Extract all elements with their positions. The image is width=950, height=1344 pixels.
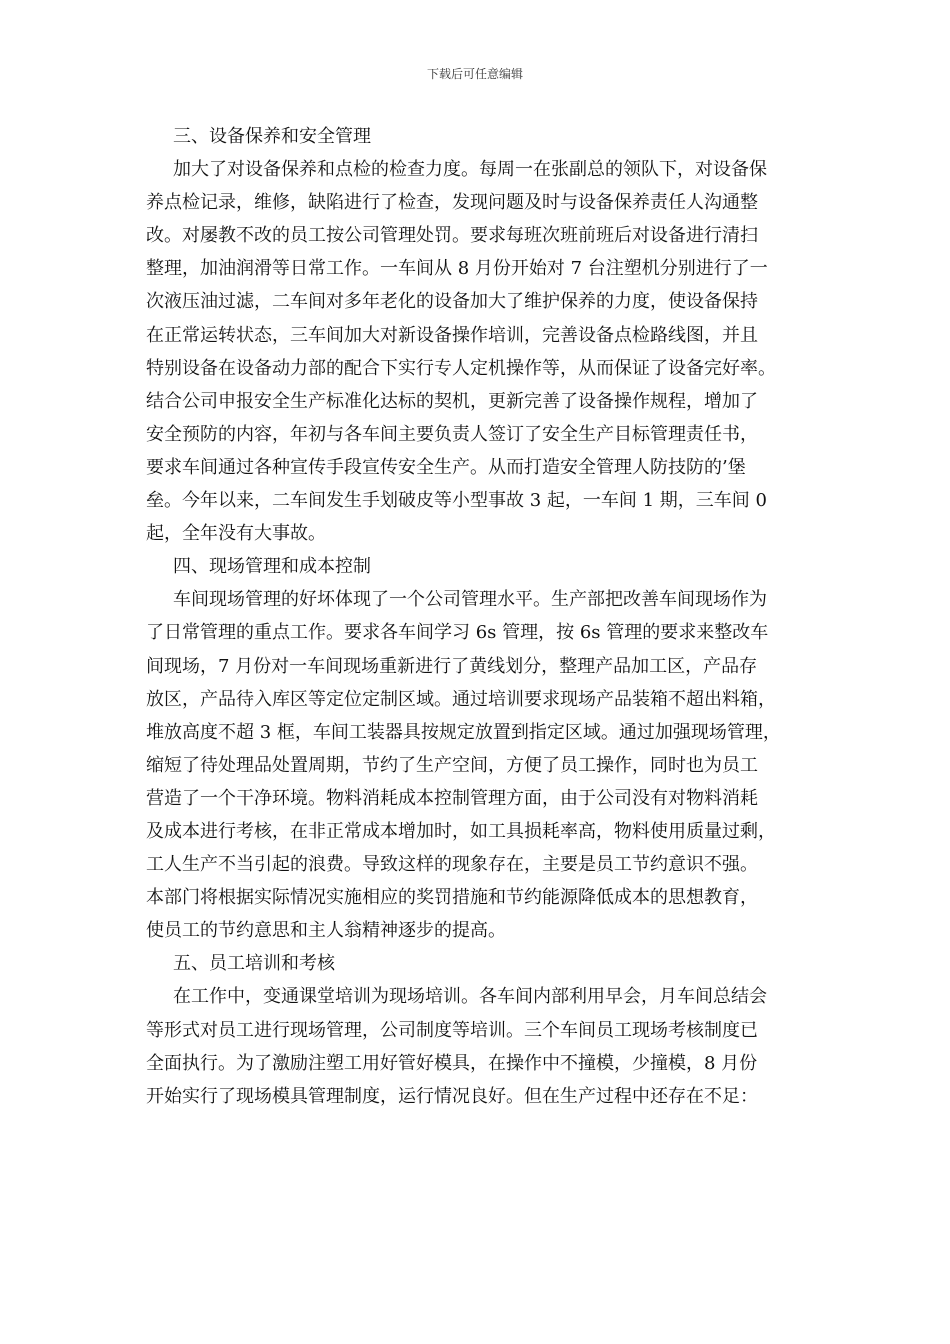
paragraph-line: 次液压油过滤，二车间对多年老化的设备加大了维护保养的力度，使设备保持 bbox=[146, 291, 758, 313]
paragraph-line: 使员工的节约意思和主人翁精神逐步的提高。 bbox=[146, 920, 506, 942]
paragraph-line: 垒。今年以来，二车间发生手划破皮等小型事故 3 起，一车间 1 期，三车间 0 bbox=[146, 490, 767, 512]
paragraph-line: 工人生产不当引起的浪费。导致这样的现象存在，主要是员工节约意识不强。 bbox=[146, 854, 758, 876]
paragraph-line: 间现场，7 月份对一车间现场重新进行了黄线划分，整理产品加工区，产品存 bbox=[146, 655, 758, 677]
document-body bbox=[146, 120, 818, 1113]
paragraph-line: 全面执行。为了激励注塑工用好管好模具，在操作中不撞模，少撞模，8 月份 bbox=[146, 1052, 758, 1074]
paragraph-line: 养点检记录，维修，缺陷进行了检查，发现问题及时与设备保养责任人沟通整 bbox=[146, 192, 758, 214]
paragraph-line: 车间现场管理的好坏体现了一个公司管理水平。生产部把改善车间现场作为 bbox=[173, 589, 767, 611]
paragraph-line: 改。对屡教不改的员工按公司管理处罚。要求每班次班前班后对设备进行清扫 bbox=[146, 225, 758, 247]
paragraph-line: 开始实行了现场模具管理制度，运行情况良好。但在生产过程中还存在不足： bbox=[146, 1085, 758, 1107]
paragraph-line: 了日常管理的重点工作。要求各车间学习 6s 管理，按 6s 管理的要求来整改车 bbox=[146, 622, 769, 644]
paragraph-line: 起，全年没有大事故。 bbox=[146, 523, 326, 545]
paragraph-line: 缩短了待处理品处置周期，节约了生产空间，方便了员工操作，同时也为员工 bbox=[146, 754, 758, 776]
paragraph-line: 营造了一个干净环境。物料消耗成本控制管理方面，由于公司没有对物料消耗 bbox=[146, 787, 758, 809]
paragraph-line: 放区，产品待入库区等定位定制区域。通过培训要求现场产品装箱不超出料箱， bbox=[146, 688, 776, 710]
paragraph-line: 及成本进行考核，在非正常成本增加时，如工具损耗率高，物料使用质量过剩， bbox=[146, 820, 776, 842]
section-heading: 四、现场管理和成本控制 bbox=[173, 556, 371, 578]
paragraph-line: 结合公司申报安全生产标准化达标的契机，更新完善了设备操作规程，增加了 bbox=[146, 390, 758, 412]
section-equipment-safety bbox=[146, 120, 818, 550]
paragraph-line: 在工作中，变通课堂培训为现场培训。各车间内部利用早会，月车间总结会 bbox=[173, 986, 767, 1008]
section-heading: 五、员工培训和考核 bbox=[173, 953, 335, 975]
paragraph-line: 等形式对员工进行现场管理，公司制度等培训。三个车间员工现场考核制度已 bbox=[146, 1019, 758, 1041]
section-heading: 三、设备保养和安全管理 bbox=[173, 126, 371, 147]
page-header: 下载后可任意编辑 bbox=[426, 67, 523, 81]
paragraph-line: 堆放高度不超 3 框，车间工装器具按规定放置到指定区域。通过加强现场管理， bbox=[146, 721, 781, 743]
paragraph-line: 在正常运转状态，三车间加大对新设备操作培训，完善设备点检路线图，并且 bbox=[146, 324, 758, 346]
section-training bbox=[146, 947, 818, 1112]
section-site-cost bbox=[146, 550, 818, 947]
paragraph-line: 本部门将根据实际情况实施相应的奖罚措施和节约能源降低成本的思想教育， bbox=[146, 887, 758, 909]
paragraph-line: 整理，加油润滑等日常工作。一车间从 8 月份开始对 7 台注塑机分别进行了一 bbox=[146, 258, 768, 280]
paragraph-line: 要求车间通过各种宣传手段宣传安全生产。从而打造安全管理人防技防的’堡 bbox=[146, 456, 746, 478]
paragraph-line: 特别设备在设备动力部的配合下实行专人定机操作等，从而保证了设备完好率。 bbox=[146, 357, 776, 379]
paragraph-line: 安全预防的内容，年初与各车间主要负责人签订了安全生产目标管理责任书， bbox=[146, 423, 758, 445]
paragraph-line: 加大了对设备保养和点检的检查力度。每周一在张副总的领队下，对设备保 bbox=[173, 159, 767, 181]
